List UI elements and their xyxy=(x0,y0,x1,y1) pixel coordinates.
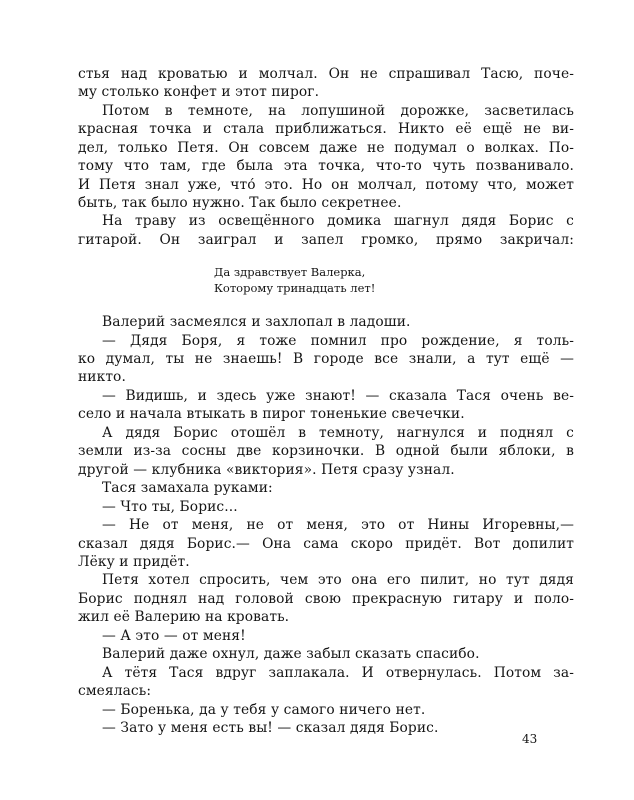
text-line: быть, так было нужно. Так было секретнее. xyxy=(78,195,402,212)
text-line: Тася замахала руками: xyxy=(102,480,273,497)
text-line: стья над кроватью и молчал. Он не спрашивал Тасю, поче- xyxy=(78,65,574,82)
text-line: земли из-за сосны две корзиночки. В одной были яблоки, в xyxy=(78,443,574,460)
text-line: — Видишь, и здесь уже знают! — сказала Тася очень ве- xyxy=(102,387,574,404)
poem-line: Которому тринадцать лет! xyxy=(214,281,376,296)
text-line: — Дядя Боря, я тоже помнил про рождение, я толь- xyxy=(102,332,574,349)
text-line: никто. xyxy=(78,369,126,386)
text-line: красная точка и стала приближаться. Никто её ещё не ви- xyxy=(78,121,574,138)
text-line: — Что ты, Борис... xyxy=(102,498,238,515)
text-line: — Зато у меня есть вы! — сказал дядя Борис. xyxy=(102,720,439,736)
text-line: Петя хотел спросить, чем это она его пилит, но тут дядя xyxy=(102,572,574,589)
text-line: И Петя знал уже, что́ это. Но он молчал, потому что, может xyxy=(78,176,574,193)
text-line: А тётя Тася вдруг заплакала. И отвернулась. Потом за- xyxy=(102,664,574,681)
text-line: му столько конфет и этот пирог. xyxy=(78,84,320,101)
text-line: Борис поднял над головой свою прекрасную гитару и поло- xyxy=(78,590,574,607)
text-line: жил её Валерию на кровать. xyxy=(78,609,290,626)
text-line: А дядя Борис отошёл в темноту, нагнулся и поднял с xyxy=(102,424,574,441)
text-line: смеялась: xyxy=(78,683,152,700)
text-line: Валерий даже охнул, даже забыл сказать спасибо. xyxy=(102,646,480,663)
text-line: село и начала втыкать в пирог тоненькие свечечки. xyxy=(78,406,465,423)
text-line: — А это — от меня! xyxy=(102,627,246,644)
text-line: На траву из освещённого домика шагнул дядя Борис с xyxy=(102,213,574,230)
text-line: — Боренька, да у тебя у самого ничего нет. xyxy=(102,701,426,718)
page-number: 43 xyxy=(522,732,538,746)
text-line: — Не от меня, не от меня, это от Нины Игоревны,— xyxy=(102,517,574,534)
text-line: сказал дядя Борис.— Она сама скоро придёт. Вот допилит xyxy=(78,535,574,552)
poem-line: Да здравствует Валерка, xyxy=(214,264,366,279)
text-line: Лёку и придёт. xyxy=(78,553,190,570)
text-line: Валерий засмеялся и захлопал в ладоши. xyxy=(102,314,411,331)
text-line: тому что там, где была эта точка, что-то чуть позванивало. xyxy=(78,158,574,175)
text-line: ко думал, ты не знаешь! В городе все знали, а тут ещё — xyxy=(78,351,574,367)
text-line: Потом в темноте, на лопушиной дорожке, засветилась xyxy=(102,102,574,119)
text-line: другой — клубника «виктория». Петя сразу узнал. xyxy=(78,461,455,478)
text-line: дел, только Петя. Он совсем даже не подумал о волках. По- xyxy=(78,139,574,156)
text-line: гитарой. Он заиграл и запел громко, прямо закричал: xyxy=(78,231,574,248)
